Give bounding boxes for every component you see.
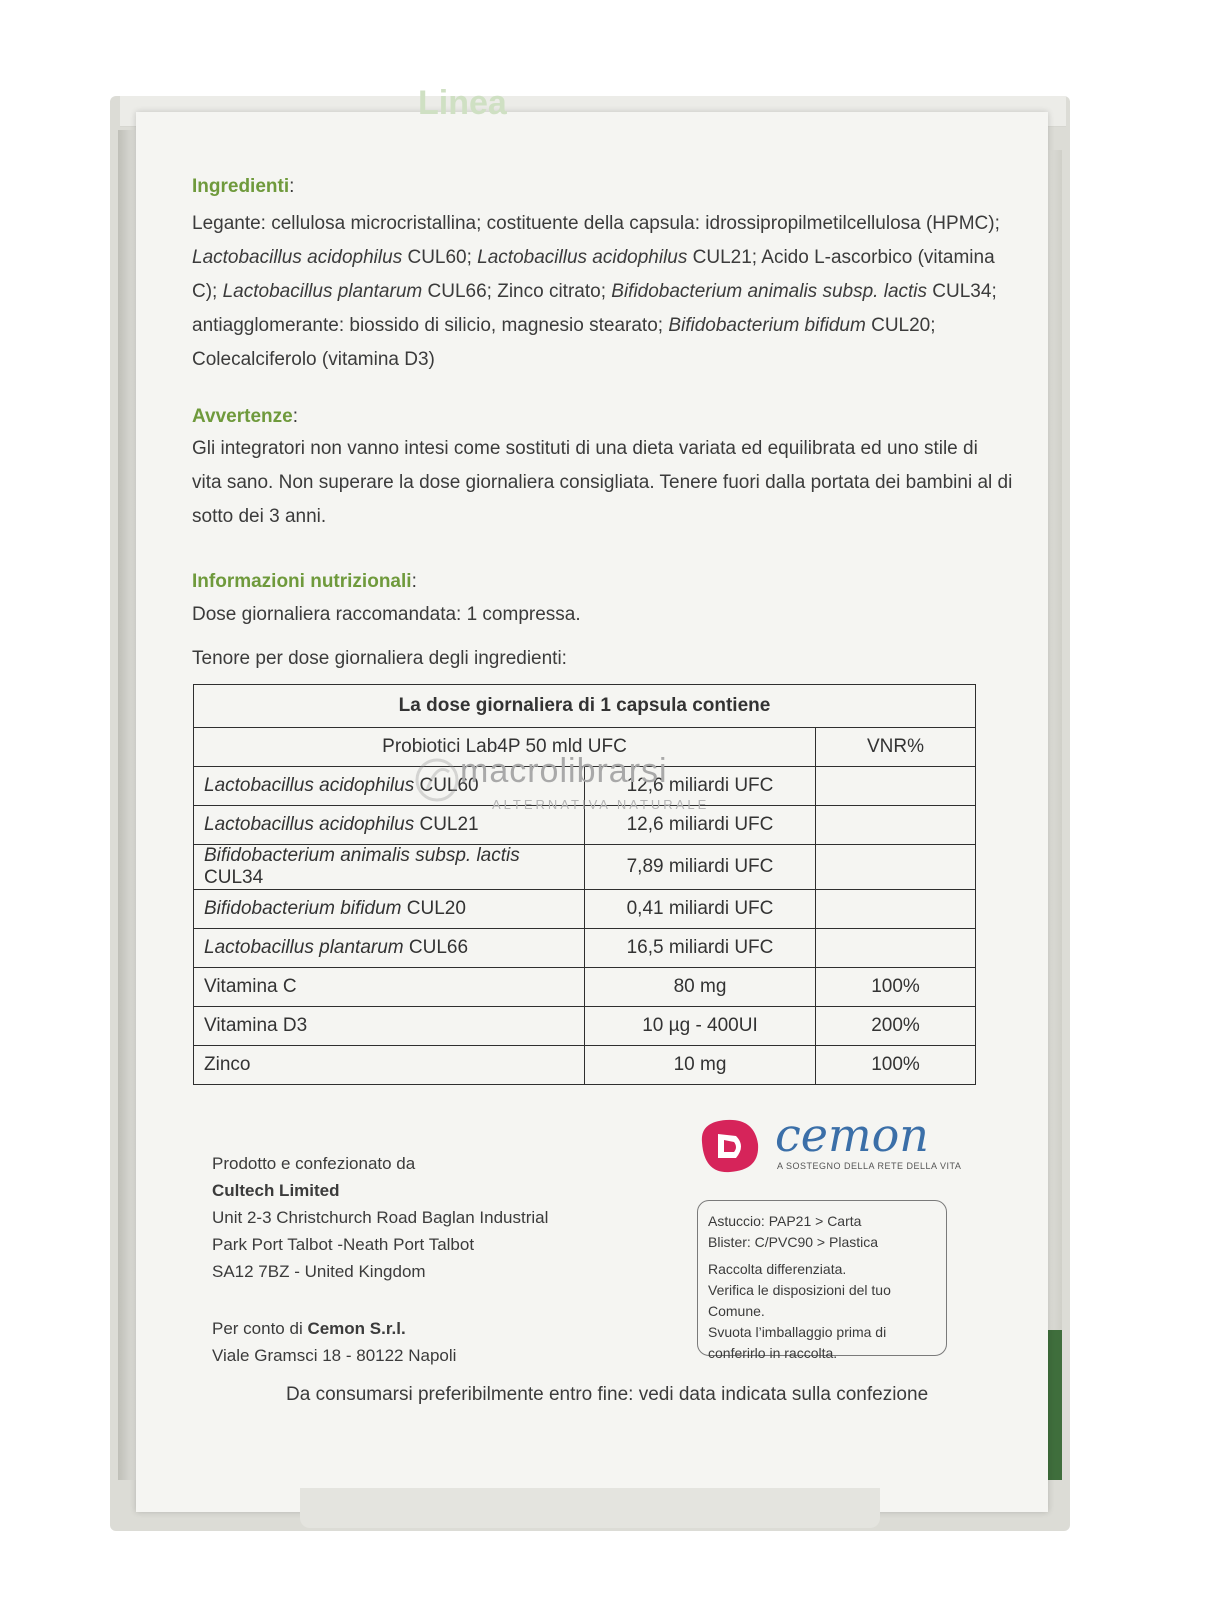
recycling-note: Verifica le disposizioni del tuo Comune. [708, 1282, 891, 1319]
package-bottom-flap [300, 1488, 880, 1528]
warnings-line: Gli integratori non vanno intesi come sostituti di una dieta variata ed equilibrata ed uno stile di [192, 438, 978, 459]
row-amount: 16,5 miliardi UFC [585, 929, 816, 968]
producer-address-line: Unit 2-3 Christchurch Road Baglan Industrial [212, 1208, 549, 1227]
recycling-note: conferirlo in raccolta. [708, 1345, 838, 1361]
ingredients-heading: Ingredienti: [192, 176, 295, 197]
warnings-line: vita sano. Non superare la dose giornaliera consigliata. Tenere fuori dalla portata dei bambini al di [192, 472, 1013, 493]
producer-address-line: Park Port Talbot -Neath Port Talbot [212, 1235, 475, 1254]
row-ingredient: Lactobacillus acidophilus CUL21 [194, 806, 585, 845]
row-ingredient: Lactobacillus plantarum CUL66 [194, 929, 585, 968]
recycling-note: Svuota l’imballaggio prima di [708, 1324, 887, 1340]
row-amount: 12,6 miliardi UFC [585, 806, 816, 845]
row-amount: 10 µg - 400UI [585, 1007, 816, 1046]
nutrition-table [193, 684, 976, 1085]
ingredients-segment: Bifidobacterium bifidum [668, 315, 866, 336]
row-ingredient: Bifidobacterium bifidum CUL20 [194, 890, 585, 929]
ingredients-line [192, 309, 1012, 343]
row-vnr: 100% [816, 1046, 976, 1085]
ingredients-line [192, 343, 1012, 377]
row-ingredient: Bifidobacterium animalis subsp. lactis CUL34 [194, 845, 585, 890]
producer-block [212, 1150, 548, 1285]
ingredients-text [192, 207, 1012, 377]
producer-line: Prodotto e confezionato da [212, 1154, 416, 1173]
content-line: Tenore per dose giornaliera degli ingredienti: [192, 648, 567, 669]
on-behalf-address: Viale Gramsci 18 - 80122 Napoli [212, 1346, 457, 1365]
row-amount: 80 mg [585, 968, 816, 1007]
row-vnr [816, 767, 976, 806]
table-row [194, 929, 976, 968]
watermark-text: macrolibrarsi [460, 752, 668, 790]
recycling-line: Blister: C/PVC90 > Plastica [708, 1234, 879, 1250]
row-vnr: 100% [816, 968, 976, 1007]
table-row [194, 968, 976, 1007]
warnings-line: sotto dei 3 anni. [192, 506, 327, 527]
ingredients-segment: CUL66; Zinco citrato; [422, 281, 612, 302]
row-vnr [816, 890, 976, 929]
table-subheader: Probiotici Lab4P 50 mld UFC [194, 728, 816, 767]
ingredients-segment: antiagglomerante: biossido di silicio, magnesio stearato; [192, 315, 669, 336]
ingredients-segment: Lactobacillus acidophilus [477, 247, 688, 268]
row-amount: 12,6 miliardi UFC [585, 767, 816, 806]
table-vnr-header: VNR% [816, 728, 976, 767]
nutrition-heading: Informazioni nutrizionali: [192, 571, 417, 592]
best-before-footer: Da consumarsi preferibilmente entro fine: vedi data indicata sulla confezione [286, 1384, 929, 1405]
row-vnr: 200% [816, 1007, 976, 1046]
table-row [194, 1046, 976, 1085]
ingredients-segment: Bifidobacterium animalis subsp. lactis [611, 281, 928, 302]
ingredients-line [192, 275, 1012, 309]
row-ingredient: Zinco [194, 1046, 585, 1085]
on-behalf-prefix: Per conto di [212, 1319, 308, 1338]
row-amount: 7,89 miliardi UFC [585, 845, 816, 890]
ingredients-segment: CUL21; Acido L-ascorbico (vitamina [687, 247, 995, 268]
package-green-edge [1048, 1330, 1062, 1480]
ingredients-segment: CUL60; [402, 247, 478, 268]
row-ingredient: Vitamina C [194, 968, 585, 1007]
row-amount: 0,41 miliardi UFC [585, 890, 816, 929]
producer-company: Cultech Limited [212, 1181, 340, 1200]
ingredients-line [192, 207, 1012, 241]
producer-address-line: SA12 7BZ - United Kingdom [212, 1262, 426, 1281]
cemon-logo-tagline: A SOSTEGNO DELLA RETE DELLA VITA [777, 1161, 962, 1171]
row-vnr [816, 845, 976, 890]
warnings-heading: Avvertenze: [192, 406, 298, 427]
table-row [194, 890, 976, 929]
warnings-text [192, 432, 1032, 534]
recycling-note: Raccolta differenziata. [708, 1261, 847, 1277]
cemon-logo-word: cemon [775, 1108, 929, 1162]
ingredients-segment: CUL34; [927, 281, 997, 302]
ingredients-segment: Lactobacillus plantarum [222, 281, 423, 302]
watermark-subtext: ALTERNATIVA NATURALE [492, 797, 710, 812]
ingredients-segment: CUL20; [865, 315, 936, 336]
ingredients-segment: Lactobacillus acidophilus [192, 247, 403, 268]
row-amount: 10 mg [585, 1046, 816, 1085]
ingredients-segment: Colecalciferolo (vitamina D3) [192, 349, 435, 370]
on-behalf-block [212, 1315, 456, 1369]
row-ingredient: Vitamina D3 [194, 1007, 585, 1046]
on-behalf-company: Cemon S.r.l. [307, 1319, 406, 1338]
table-row [194, 1007, 976, 1046]
row-ingredient: Lactobacillus acidophilus CUL60 [194, 767, 585, 806]
ingredients-segment: C); [192, 281, 223, 302]
ingredients-line [192, 241, 1012, 275]
row-vnr [816, 929, 976, 968]
recycling-box [697, 1200, 947, 1361]
dose-line: Dose giornaliera raccomandata: 1 compressa. [192, 604, 581, 625]
brand-ghost-text: Linea [418, 84, 507, 122]
row-vnr [816, 806, 976, 845]
recycling-line: Astuccio: PAP21 > Carta [708, 1213, 862, 1229]
ingredients-segment: Legante: cellulosa microcristallina; costituente della capsula: idrossipropilmetilcellulosa (HPMC); [192, 213, 1000, 234]
table-row [194, 845, 976, 890]
table-title: La dose giornaliera di 1 capsula contiene [194, 685, 976, 728]
